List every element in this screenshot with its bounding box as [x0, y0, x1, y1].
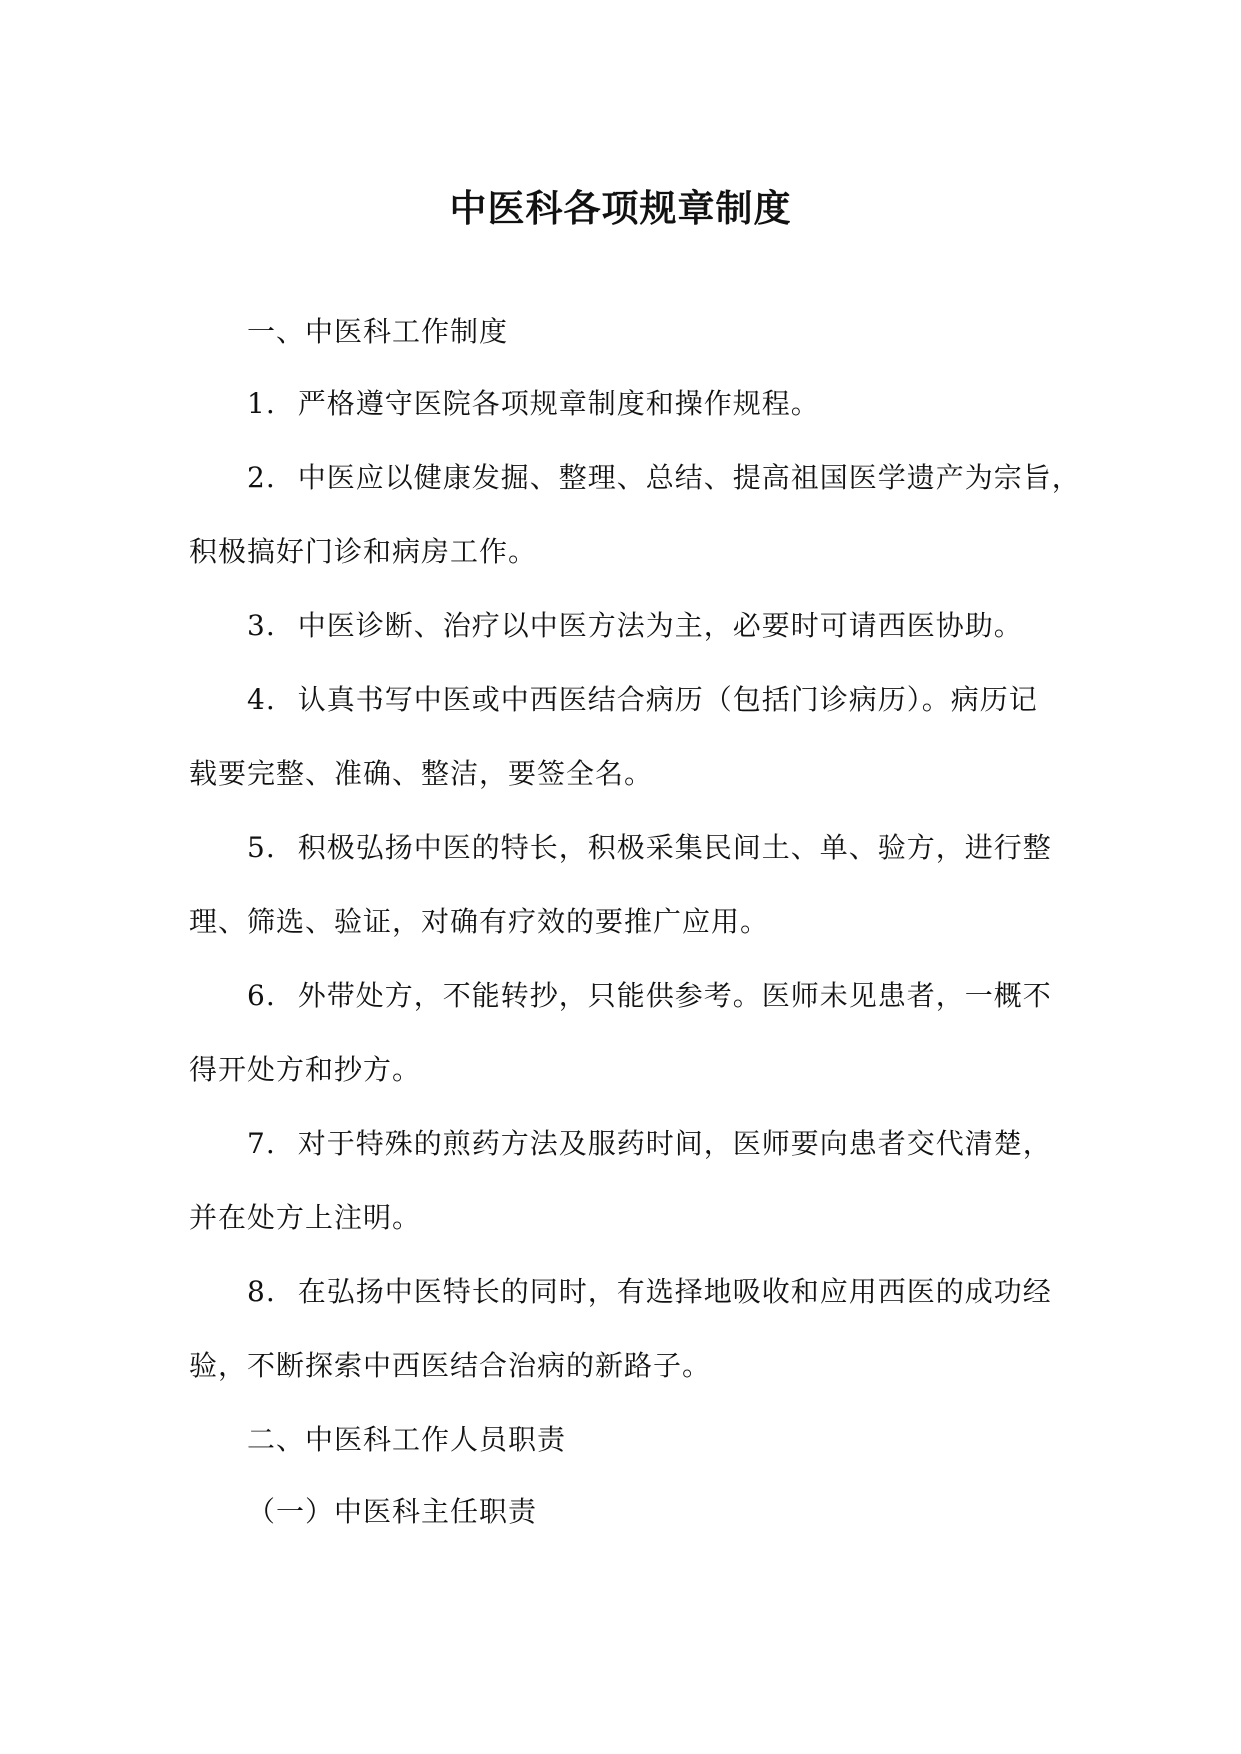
rule-number: 8.: [247, 1275, 276, 1308]
rule-item-4-continuation: 载要完整、准确、整洁，要签全名。: [189, 757, 654, 790]
rule-text: 积极弘扬中医的特长，积极采集民间土、单、验方，进行整: [297, 831, 1052, 864]
rule-item-6-continuation: 得开处方和抄方。: [189, 1053, 422, 1086]
rule-text: 在弘扬中医特长的同时，有选择地吸收和应用西医的成功经: [297, 1275, 1052, 1308]
rule-item-3: [247, 606, 1023, 646]
rule-item-8: [247, 1272, 1052, 1312]
rule-number: 5.: [247, 831, 276, 864]
rule-number: 7.: [247, 1127, 276, 1160]
subsection-heading-director-duties: （一）中医科主任职责: [247, 1495, 538, 1528]
document-title: 中医科各项规章制度: [449, 186, 792, 230]
rule-text: 严格遵守医院各项规章制度和操作规程。: [297, 387, 820, 420]
rule-text: 认真书写中医或中西医结合病历（包括门诊病历）。病历记: [297, 683, 1038, 716]
rule-item-4: [247, 680, 1038, 720]
rule-number: 2.: [247, 461, 276, 494]
rule-text: 中医诊断、治疗以中医方法为主，必要时可请西医协助。: [297, 609, 1023, 642]
rule-item-7-continuation: 并在处方上注明。: [189, 1201, 422, 1234]
rule-number: 3.: [247, 609, 276, 642]
rule-item-5: [247, 828, 1052, 868]
rule-text: 对于特殊的煎药方法及服药时间，医师要向患者交代清楚，: [297, 1127, 1052, 1160]
rule-number: 1.: [247, 387, 276, 420]
rule-item-1: [247, 384, 820, 424]
section-heading-work-system: 一、中医科工作制度: [247, 315, 509, 348]
rule-item-5-continuation: 理、筛选、验证，对确有疗效的要推广应用。: [189, 905, 770, 938]
rule-number: 4.: [247, 683, 276, 716]
rule-item-8-continuation: 验，不断探索中西医结合治病的新路子。: [189, 1349, 712, 1382]
rule-text: 中医应以健康发掘、整理、总结、提高祖国医学遗产为宗旨，: [297, 461, 1081, 494]
rule-item-6: [247, 976, 1052, 1016]
section-heading-staff-duties: 二、中医科工作人员职责: [247, 1423, 567, 1456]
rule-number: 6.: [247, 979, 276, 1012]
rule-item-2-continuation: 积极搞好门诊和病房工作。: [189, 535, 538, 568]
rule-item-7: [247, 1124, 1052, 1164]
rule-text: 外带处方，不能转抄，只能供参考。医师未见患者，一概不: [297, 979, 1052, 1012]
rule-item-2: [247, 458, 1081, 498]
